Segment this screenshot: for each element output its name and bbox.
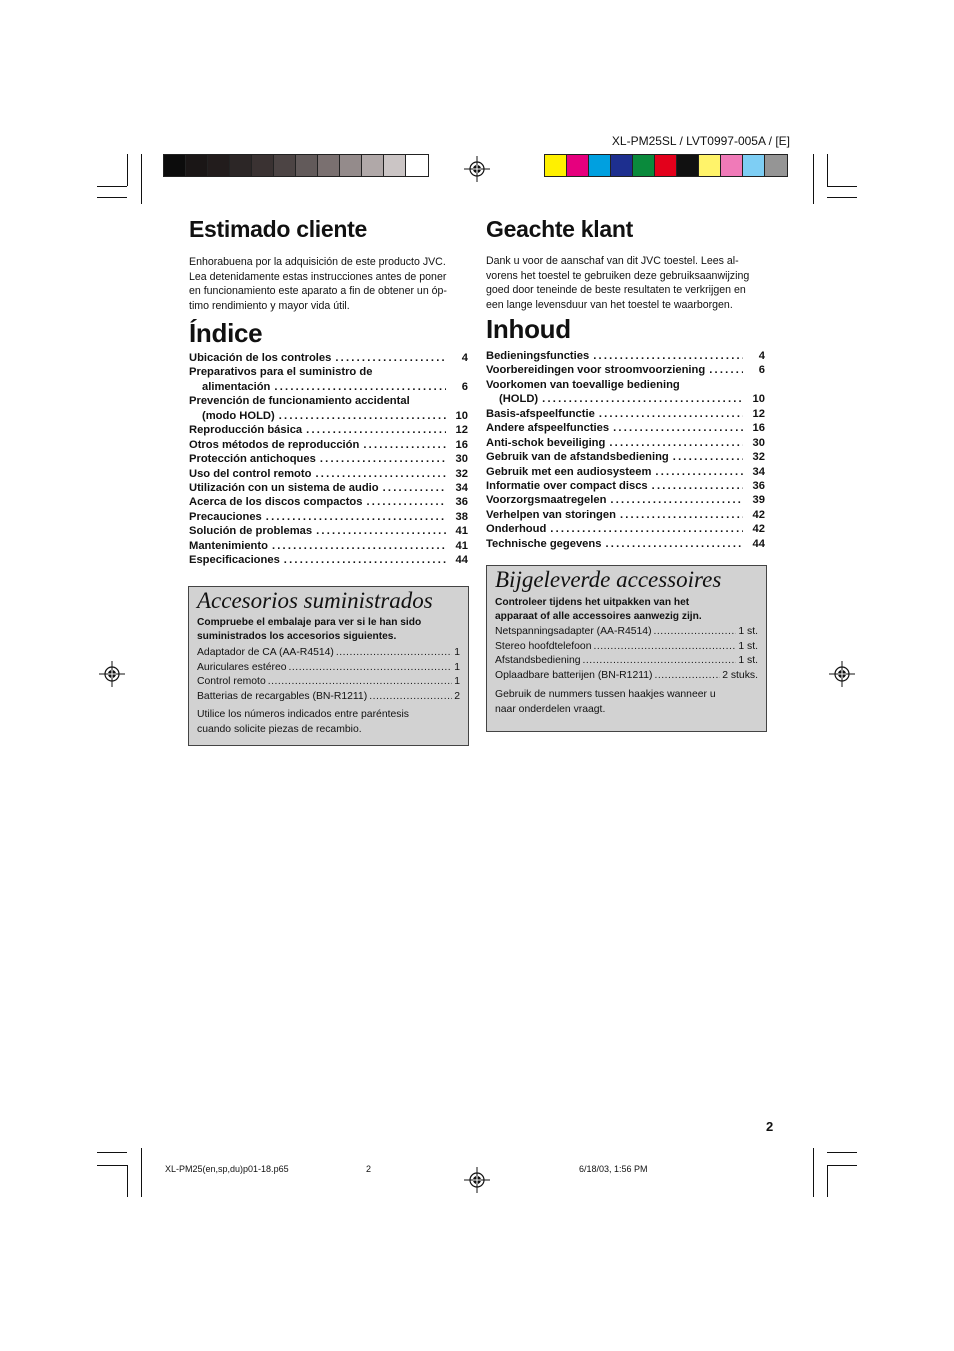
toc-leader-dots — [610, 493, 743, 507]
note-line: cuando solicite piezas de recambio. — [197, 723, 362, 735]
toc-leader-dots — [284, 553, 446, 567]
toc-entry-label: Precauciones — [189, 510, 262, 523]
intro-line: timo rendimiento y mayor vida útil. — [189, 299, 350, 312]
calibration-swatch — [677, 155, 699, 176]
intro-text — [189, 255, 469, 313]
lead-line: apparaat of alle accessoires aanwezig zijn. — [495, 611, 702, 622]
toc-entry — [189, 351, 468, 365]
toc-entry — [189, 539, 468, 553]
accessory-item — [495, 669, 758, 684]
toc-entry-page: 36 — [752, 479, 765, 492]
toc-entry-page: 10 — [455, 409, 468, 422]
toc-entry-label: Bedieningsfuncties — [486, 350, 590, 362]
calibration-swatch — [274, 155, 296, 176]
accessories-title: Accesorios suministrados — [197, 588, 433, 613]
grayscale-calibration-bar — [163, 154, 429, 177]
calibration-swatch — [655, 155, 677, 176]
toc-entry-page: 42 — [752, 508, 765, 521]
toc-entry-page: 44 — [752, 537, 765, 550]
accessory-leader-dots — [654, 669, 720, 684]
toc-entry — [486, 465, 765, 479]
lead-line: Compruebe el embalaje para ver si le han sido — [197, 617, 422, 628]
accessory-leader-dots — [336, 646, 452, 661]
toc-leader-dots — [306, 423, 446, 437]
lead-line: suministrados los accesorios siguientes. — [197, 631, 397, 642]
toc-entry-label: Technische gegevens — [486, 537, 602, 550]
toc-entry — [189, 438, 468, 452]
toc-leader-dots — [542, 392, 743, 406]
registration-mark-icon — [829, 661, 855, 687]
toc-entry-page: 32 — [455, 467, 468, 480]
toc-entry-label: Basis-afspeelfunctie — [486, 407, 595, 420]
toc-entry — [486, 493, 765, 507]
note-line: naar onderdelen vraagt. — [495, 703, 606, 715]
toc-entry — [486, 508, 765, 522]
toc-entry — [486, 363, 765, 377]
accessory-item — [495, 625, 758, 640]
accessory-quantity: 1 — [454, 676, 460, 688]
footer-timestamp: 6/18/03, 1:56 PM — [579, 1164, 648, 1174]
toc-leader-dots — [709, 363, 743, 377]
toc-entry — [189, 553, 468, 567]
toc-leader-dots — [655, 465, 743, 479]
toc-leader-dots — [593, 349, 743, 363]
dutch-column — [486, 216, 766, 312]
page-number: 2 — [766, 1119, 774, 1134]
toc-leader-dots — [620, 508, 743, 522]
toc-entry-page: 4 — [758, 350, 765, 362]
toc-entry-page: 12 — [455, 424, 468, 437]
toc-leader-dots — [613, 421, 743, 435]
toc-entry-label: Voorzorgsmaatregelen — [486, 494, 607, 507]
toc-entry — [486, 349, 765, 363]
accessory-name: Netspanningsadapter (AA-R4514) — [495, 626, 652, 637]
toc-leader-dots — [316, 524, 446, 538]
toc-leader-dots — [609, 436, 743, 450]
toc-entry-label: Prevención de funcionamiento accidental — [189, 395, 410, 408]
accessory-item — [197, 661, 460, 676]
toc-leader-dots — [599, 407, 743, 421]
toc-entry-label: (HOLD) — [499, 393, 539, 406]
calibration-swatch — [611, 155, 633, 176]
toc-entry-label: Voorkomen van toevallige bediening — [486, 378, 680, 391]
toc-entry — [189, 481, 468, 495]
toc-entry — [189, 365, 468, 379]
toc-entry — [189, 495, 468, 509]
accessories-title: Bijgeleverde accessoires — [495, 567, 722, 592]
toc-entry-label: Onderhoud — [486, 523, 547, 536]
accessory-leader-dots — [654, 625, 737, 640]
toc-entry — [189, 409, 468, 423]
toc-leader-dots — [366, 495, 446, 509]
toc-entry — [189, 467, 468, 481]
intro-line: en funcionamiento este aparato a fin de obtener un óp- — [189, 285, 447, 298]
calibration-swatch — [230, 155, 252, 176]
toc-entry-page: 16 — [455, 438, 468, 451]
calibration-swatch — [721, 155, 743, 176]
toc-entry-page: 39 — [752, 494, 765, 507]
calibration-swatch — [406, 155, 428, 176]
toc-entry-page: 4 — [461, 352, 468, 364]
calibration-swatch — [318, 155, 340, 176]
toc-entry-label: Gebruik van de afstandsbediening — [486, 451, 669, 464]
lead-line: Controleer tijdens het uitpakken van het — [495, 597, 690, 608]
toc-entry — [189, 524, 468, 538]
calibration-swatch — [340, 155, 362, 176]
calibration-swatch — [252, 155, 274, 176]
toc-entry-label: Gebruik met een audiosysteem — [486, 465, 652, 478]
toc-entry-page: 10 — [752, 393, 765, 406]
accessory-item — [495, 654, 758, 669]
color-calibration-bar — [544, 154, 788, 177]
spanish-column — [189, 216, 469, 313]
toc-entry-page: 34 — [455, 481, 468, 494]
calibration-swatch — [765, 155, 787, 176]
toc-entry-page: 38 — [455, 510, 468, 523]
toc-entry-label: Utilización con un sistema de audio — [189, 481, 379, 494]
toc-leader-dots — [673, 450, 743, 464]
toc-entry-page: 41 — [455, 539, 468, 552]
footer-page: 2 — [366, 1164, 372, 1174]
calibration-swatch — [633, 155, 655, 176]
toc-entry-label: Verhelpen van storingen — [486, 508, 616, 521]
toc-entry-label: Especificaciones — [189, 554, 280, 567]
accessories-lead — [495, 596, 758, 624]
accessory-quantity: 1 st. — [738, 640, 758, 652]
toc-entry — [189, 423, 468, 437]
toc-entry-page: 34 — [752, 465, 765, 478]
toc-entry — [486, 450, 765, 464]
calibration-swatch — [296, 155, 318, 176]
toc-leader-dots — [335, 351, 446, 365]
toc-entry — [486, 479, 765, 493]
toc-leader-dots — [274, 380, 446, 394]
footer-filename: XL-PM25(en,sp,du)p01-18.p65 — [165, 1164, 289, 1174]
accessory-quantity: 1 st. — [738, 655, 758, 667]
toc-title: Inhoud — [486, 314, 571, 344]
registration-mark-icon — [99, 661, 125, 687]
toc-entry-label: Reproducción básica — [189, 424, 303, 437]
accessory-quantity: 2 — [454, 690, 460, 702]
greeting-title: Geachte klant — [486, 216, 633, 242]
toc-entry-label: Mantenimiento — [189, 539, 268, 552]
toc-entry-page: 41 — [455, 525, 468, 538]
table-of-contents — [189, 351, 468, 568]
toc-entry-label: Preparativos para el suministro de — [189, 366, 373, 379]
calibration-swatch — [743, 155, 765, 176]
accessory-item — [197, 646, 460, 661]
accessory-item — [197, 675, 460, 690]
toc-entry-page: 30 — [752, 436, 765, 449]
toc-entry — [486, 392, 765, 406]
toc-entry — [189, 510, 468, 524]
accessory-leader-dots — [268, 675, 452, 690]
intro-line: Enhorabuena por la adquisición de este producto JVC. — [189, 256, 446, 268]
accessories-lead — [197, 616, 460, 644]
accessory-leader-dots — [369, 690, 452, 705]
accessories-note — [197, 708, 460, 737]
toc-entry — [486, 522, 765, 536]
toc-leader-dots — [320, 452, 446, 466]
toc-entry-label: Anti-schok beveiliging — [486, 436, 606, 449]
table-of-contents — [486, 349, 765, 551]
toc-entry-page: 30 — [455, 453, 468, 466]
toc-leader-dots — [550, 522, 743, 536]
calibration-swatch — [589, 155, 611, 176]
intro-line: een lange levensduur van het toestel te waarborgen. — [486, 298, 733, 311]
toc-entry-label: Solución de problemas — [189, 525, 313, 538]
toc-leader-dots — [272, 539, 446, 553]
document-code: XL-PM25SL / LVT0997-005A / [E] — [611, 134, 790, 148]
accessory-name: Control remoto — [197, 676, 266, 688]
toc-entry-page: 12 — [752, 407, 765, 420]
accessories-box — [486, 565, 767, 732]
calibration-swatch — [208, 155, 230, 176]
toc-entry — [486, 407, 765, 421]
toc-entry-label: Acerca de los discos compactos — [189, 496, 363, 509]
toc-title: Índice — [189, 318, 263, 348]
note-line: Utilice los números indicados entre paréntesis — [197, 709, 409, 721]
toc-entry-page: 36 — [455, 496, 468, 509]
calibration-swatch — [164, 155, 186, 176]
toc-leader-dots — [279, 409, 446, 423]
toc-entry-label: (modo HOLD) — [202, 409, 275, 422]
accessory-quantity: 1 st. — [738, 626, 758, 637]
toc-entry-page: 6 — [461, 380, 468, 393]
calibration-swatch — [384, 155, 406, 176]
toc-leader-dots — [315, 467, 446, 481]
toc-entry — [486, 537, 765, 551]
accessories-list — [495, 625, 758, 683]
toc-entry — [486, 378, 765, 392]
toc-entry-label: alimentación — [202, 380, 271, 393]
accessories-note — [495, 688, 758, 717]
calibration-swatch — [545, 155, 567, 176]
toc-entry — [486, 436, 765, 450]
toc-entry-label: Andere afspeelfuncties — [486, 422, 610, 435]
toc-entry-label: Ubicación de los controles — [189, 352, 332, 364]
accessory-quantity: 2 stuks. — [722, 669, 758, 681]
accessory-quantity: 1 — [454, 647, 460, 658]
calibration-swatch — [362, 155, 384, 176]
intro-line: vorens het toestel te gebruiken deze gebruiksaanwijzing — [486, 269, 750, 282]
toc-entry-page: 16 — [752, 422, 765, 435]
toc-entry-page: 32 — [752, 451, 765, 464]
accessory-leader-dots — [289, 661, 453, 676]
toc-entry-label: Uso del control remoto — [189, 467, 312, 480]
accessory-leader-dots — [593, 640, 736, 655]
calibration-swatch — [699, 155, 721, 176]
toc-entry — [189, 380, 468, 394]
accessory-name: Stereo hoofdtelefoon — [495, 640, 592, 652]
greeting-title: Estimado cliente — [189, 216, 367, 242]
accessories-box — [188, 586, 469, 746]
accessories-list — [197, 646, 460, 704]
accessory-leader-dots — [583, 654, 737, 669]
toc-entry-label: Voorbereidingen voor stroomvoorziening — [486, 364, 706, 377]
calibration-swatch — [567, 155, 589, 176]
toc-entry-page: 6 — [758, 364, 765, 377]
note-line: Gebruik de nummers tussen haakjes wanneer u — [495, 689, 716, 701]
toc-leader-dots — [652, 479, 743, 493]
intro-line: goed door teneinde de beste resultaten te verkrijgen en — [486, 284, 746, 297]
toc-entry-label: Informatie over compact discs — [486, 479, 648, 492]
toc-entry — [189, 394, 468, 408]
toc-entry — [189, 452, 468, 466]
toc-entry — [486, 421, 765, 435]
accessory-name: Adaptador de CA (AA-R4514) — [197, 647, 334, 658]
toc-entry-page: 44 — [455, 554, 468, 567]
toc-leader-dots — [266, 510, 446, 524]
intro-line: Dank u voor de aanschaf van dit JVC toestel. Lees al- — [486, 255, 739, 267]
registration-mark-icon — [464, 1167, 490, 1193]
toc-entry-label: Protección antichoques — [189, 453, 316, 466]
calibration-swatch — [186, 155, 208, 176]
accessory-quantity: 1 — [454, 661, 460, 673]
toc-leader-dots — [383, 481, 446, 495]
intro-line: Lea detenidamente estas instrucciones antes de poner — [189, 270, 447, 283]
toc-leader-dots — [363, 438, 446, 452]
accessory-name: Oplaadbare batterijen (BN-R1211) — [495, 669, 653, 681]
accessory-name: Afstandsbediening — [495, 655, 581, 667]
registration-mark-icon — [464, 156, 490, 182]
accessory-item — [495, 640, 758, 655]
toc-entry-label: Otros métodos de reproducción — [189, 438, 360, 451]
toc-leader-dots — [605, 537, 743, 551]
intro-text — [486, 254, 766, 312]
accessory-name: Batterias de recargables (BN-R1211) — [197, 690, 368, 702]
accessory-item — [197, 690, 460, 705]
accessory-name: Auriculares estéreo — [197, 661, 287, 673]
toc-entry-page: 42 — [752, 523, 765, 536]
